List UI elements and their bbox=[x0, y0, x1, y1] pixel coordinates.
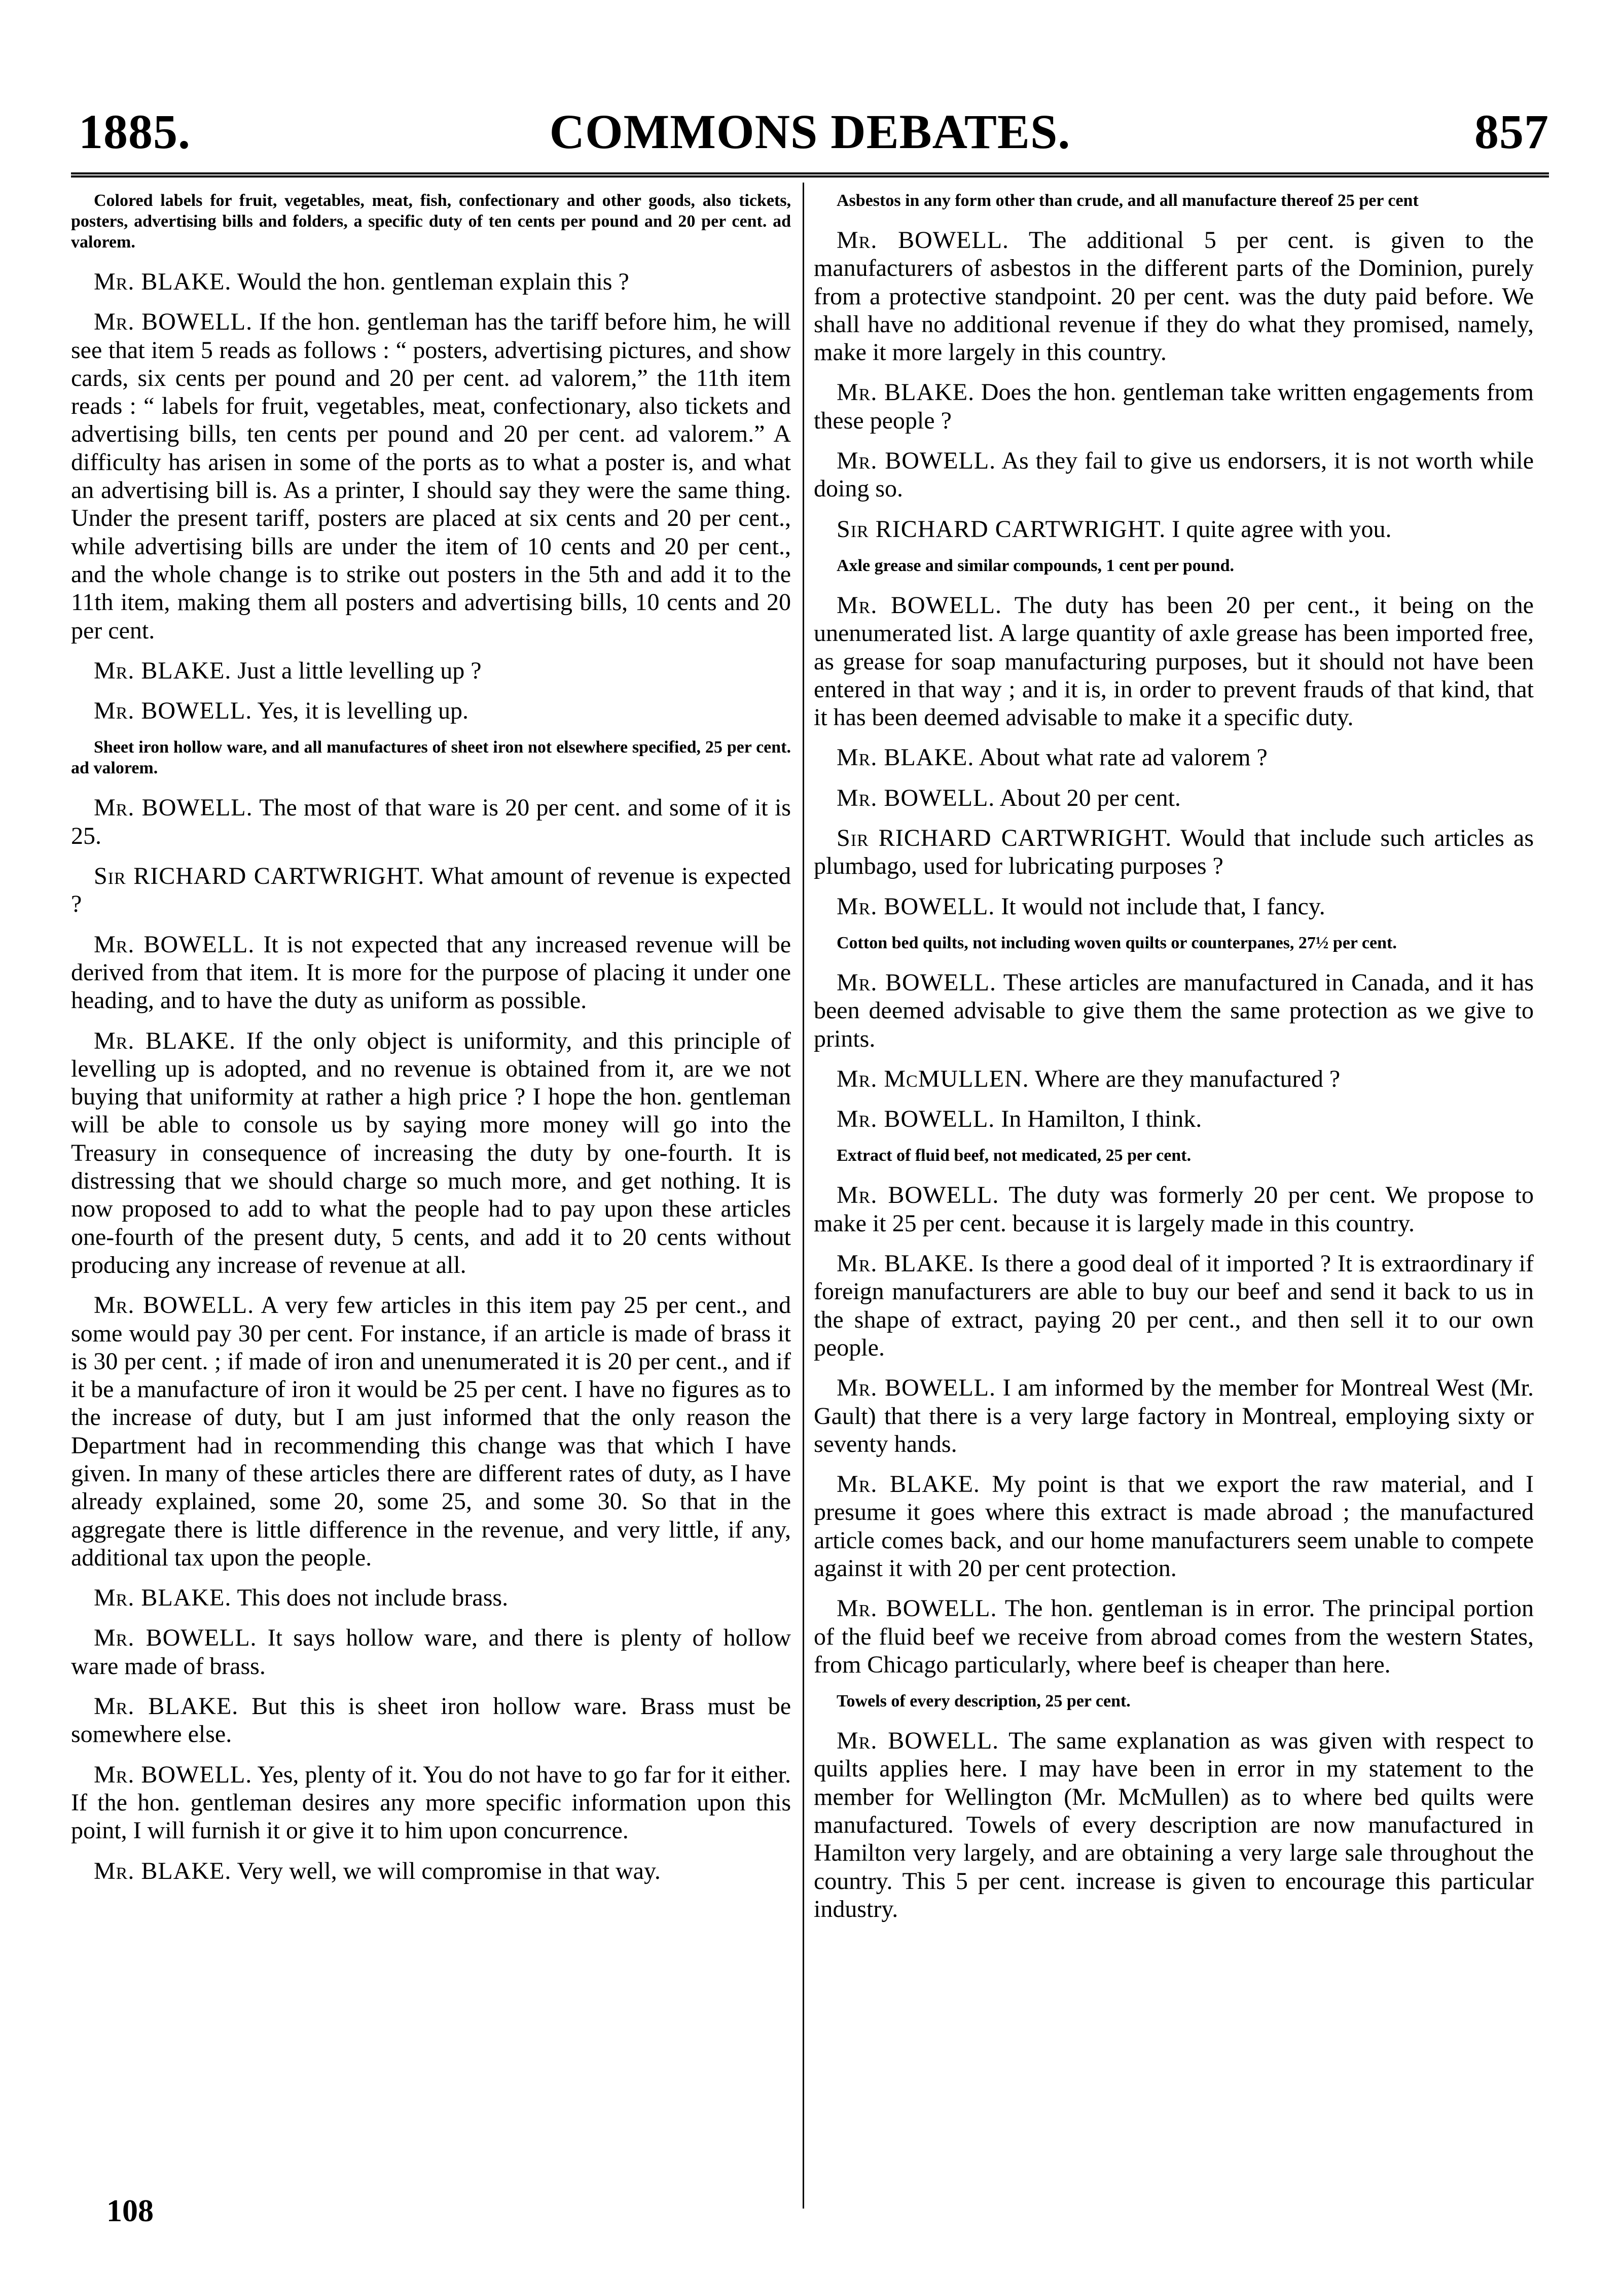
speech-paragraph bbox=[814, 1374, 1534, 1458]
speech-text: I quite agree with you. bbox=[1172, 515, 1392, 543]
speaker-name: Mr. BLAKE. bbox=[94, 1693, 239, 1720]
speaker-name: Mr. BLAKE. bbox=[94, 268, 232, 295]
speech-text: If the hon. gentleman has the tariff before him, he will see that item 5 reads as follows : “ posters, advertising pictures, and show cards, six cents per pound and 20 per cent. ad valorem,” the 11th item reads : “ labels for fruit, vegetables, meat, confectionary, also tickets and advertising bills, ten cents per pound and 20 per cent. ad valorem.” A difficulty has arisen in some of the ports as to what a poster is, and what an advertising bill is. As a printer, I should say they were the same thing. Under the present tariff, posters are placed at six cents and 20 per cent., while advertising bills are under the item of 10 cents and 20 per cent., and the whole change is to strike out posters in the 5th and add it to the 11th item, making them all posters and advertising bills, 10 cents and 20 per cent. bbox=[71, 308, 791, 644]
speech-text: I am informed by the member for Montreal West (Mr. Gault) that there is a very large factory in Montreal, employing sixty or seventy hands. bbox=[814, 1374, 1534, 1457]
header-rule bbox=[71, 172, 1549, 177]
speech-text: Just a little levelling up ? bbox=[237, 657, 482, 684]
tariff-item: Asbestos in any form other than crude, and all manufacture thereof 25 per cent bbox=[837, 191, 1419, 210]
speech-paragraph bbox=[71, 1692, 791, 1749]
tariff-item: Cotton bed quilts, not including woven quilts or counterpanes, 27½ per cent. bbox=[837, 933, 1397, 952]
speech-text: The duty has been 20 per cent., it being on the unenumerated list. A large quantity of axle grease has been imported free, as grease for soap manufacturing purposes, but it should not have been entered in that way ; and it is, in order to prevent frauds of that kind, that it has been deemed advisable to make it a specific duty. bbox=[814, 591, 1534, 731]
page-header bbox=[71, 89, 1549, 185]
tariff-item: Sheet iron hollow ware, and all manufactures of sheet iron not elsewhere specified, 25 per cent. ad valorem. bbox=[71, 738, 791, 778]
speech-text: A very few articles in this item pay 25 per cent., and some would pay 30 per cent. For instance, if an article is made of brass it is 30 per cent. ; if made of iron and unenumerated it is 20 per cent., and if it be a manufacture of iron it would be 25 per cent. I have no figures as to the increase of duty, but I am just informed that the only reason the Department had in recommending this change was that which I have given. In many of these articles there are different rates of duty, as I have already explained, some 20, some 25, and some 30. So that in the aggregate there is little difference in the revenue, and very little, if any, additional tax upon the people. bbox=[71, 1292, 791, 1571]
speaker-name: Mr. BOWELL. bbox=[94, 1761, 252, 1788]
speaker-name: Mr. BLAKE. bbox=[837, 1471, 980, 1498]
speaker-name: Mr. BOWELL. bbox=[837, 893, 995, 920]
speaker-name: Mr. BOWELL. bbox=[837, 447, 996, 475]
speech-paragraph bbox=[814, 1470, 1534, 1582]
speaker-name: Mr. BLAKE. bbox=[94, 1027, 236, 1054]
column-divider bbox=[803, 183, 804, 2209]
speech-paragraph bbox=[814, 226, 1534, 366]
speaker-name: Mr. BLAKE. bbox=[94, 1857, 232, 1884]
speaker-name: Mr. BOWELL. bbox=[837, 1595, 997, 1622]
header-year: 1885. bbox=[79, 104, 191, 159]
speech-text: About what rate ad valorem ? bbox=[979, 744, 1268, 771]
speaker-name: Mr. BOWELL. bbox=[837, 969, 996, 996]
speech-paragraph bbox=[814, 1181, 1534, 1237]
speech-text: My point is that we export the raw material, and I presume it goes where this extract is made abroad ; the manufactured article comes back, and our home manufacturers seem unable to compete against it with 20 per cent protection. bbox=[814, 1471, 1534, 1582]
speech-paragraph bbox=[71, 697, 791, 725]
signature-mark: 108 bbox=[106, 2194, 154, 2228]
speaker-name: Mr. BLAKE. bbox=[94, 1584, 232, 1612]
speech-text: These articles are manufactured in Canada, and it has been deemed advisable to give them the same protection as we give to prints. bbox=[814, 969, 1534, 1052]
speech-paragraph bbox=[71, 1584, 791, 1612]
speech-text: Yes, plenty of it. You do not have to go far for it either. If the hon. gentleman desires any more specific information upon this point, I will furnish it or give it to him upon concurrence. bbox=[71, 1761, 791, 1844]
speech-paragraph bbox=[71, 1624, 791, 1680]
speaker-name: Mr. BOWELL. bbox=[837, 1182, 999, 1209]
speech-paragraph bbox=[71, 794, 791, 850]
speech-text: Where are they manufactured ? bbox=[1034, 1065, 1341, 1092]
speaker-name: Mr. BOWELL. bbox=[837, 1727, 999, 1755]
speaker-name: Mr. BOWELL. bbox=[94, 697, 252, 725]
speech-text: The duty was formerly 20 per cent. We propose to make it 25 per cent. because it is largely made in this country. bbox=[814, 1182, 1534, 1237]
speech-paragraph bbox=[814, 743, 1534, 771]
tariff-item: Towels of every description, 25 per cent. bbox=[837, 1692, 1131, 1711]
left-column bbox=[71, 190, 791, 1897]
speaker-name: Mr. BOWELL. bbox=[94, 308, 253, 336]
speech-paragraph bbox=[814, 824, 1534, 880]
speech-paragraph bbox=[71, 1761, 791, 1845]
speaker-name: Mr. BLAKE. bbox=[94, 657, 232, 684]
speech-text: The additional 5 per cent. is given to the manufacturers of asbestos in the different parts of the Dominion, purely from a protective standpoint. 20 per cent. was the duty paid before. We shall have no additional revenue if they do what they promised, namely, make it more largely in this country. bbox=[814, 227, 1534, 366]
speaker-name: Mr. BLAKE. bbox=[837, 379, 975, 406]
speaker-name: Mr. BOWELL. bbox=[837, 1106, 995, 1133]
speaker-name: Mr. BLAKE. bbox=[837, 744, 975, 771]
speaker-name: Mr. BOWELL. bbox=[94, 1624, 257, 1652]
speech-paragraph bbox=[71, 268, 791, 296]
speech-paragraph bbox=[814, 591, 1534, 731]
speech-paragraph bbox=[814, 893, 1534, 920]
speech-paragraph bbox=[71, 1027, 791, 1279]
speech-text: The most of that ware is 20 per cent. and some of it is 25. bbox=[71, 794, 791, 849]
speaker-name: Mr. BOWELL. bbox=[94, 1292, 255, 1319]
speech-text: Would that include such articles as plumbago, used for lubricating purposes ? bbox=[814, 825, 1534, 880]
speech-paragraph bbox=[71, 931, 791, 1015]
speech-text: Is there a good deal of it imported ? It is extraordinary if foreign manufacturers are able to buy our beef and send it back to us in the shape of extract, paying 20 per cent., and then sell it to our own people. bbox=[814, 1250, 1534, 1361]
speech-text: It says hollow ware, and there is plenty of hollow ware made of brass. bbox=[71, 1624, 791, 1680]
speech-paragraph bbox=[71, 1291, 791, 1572]
speech-paragraph bbox=[814, 969, 1534, 1053]
speaker-name: Mr. BOWELL. bbox=[837, 784, 995, 811]
speech-paragraph bbox=[71, 308, 791, 645]
speaker-name: Mr. BLAKE. bbox=[837, 1250, 975, 1277]
speech-paragraph bbox=[71, 1857, 791, 1885]
speech-paragraph bbox=[814, 447, 1534, 503]
speech-text: Would the hon. gentleman explain this ? bbox=[237, 268, 629, 295]
speaker-name: Mr. BOWELL. bbox=[837, 227, 1009, 254]
speaker-name: Sir RICHARD CARTWRIGHT. bbox=[837, 515, 1166, 543]
header-title: COMMONS DEBATES. bbox=[549, 104, 1071, 159]
speech-paragraph bbox=[814, 1594, 1534, 1679]
tariff-item: Axle grease and similar compounds, 1 cent per pound. bbox=[837, 556, 1234, 575]
speech-text: What amount of revenue is expected ? bbox=[71, 863, 791, 918]
speaker-name: Mr. BOWELL. bbox=[837, 591, 1002, 619]
tariff-item: Colored labels for fruit, vegetables, meat, fish, confectionary and other goods, also tickets, posters, advertising bills and folders, a specific duty of ten cents per pound and 20 per cent. ad valorem. bbox=[71, 191, 791, 252]
speech-text: Does the hon. gentleman take written engagements from these people ? bbox=[814, 379, 1534, 434]
speech-text: The same explanation as was given with respect to quilts applies here. I may have been in error in my statement to the member for Wellington (Mr. McMullen) as to where bed quilts were manufactured. Towels of every description are now manufactured in Hamilton very largely, and are obtaining a very large sale throughout the country. This 5 per cent. increase is given to encourage this particular industry. bbox=[814, 1727, 1534, 1923]
speech-text: As they fail to give us endorsers, it is not worth while doing so. bbox=[814, 447, 1534, 503]
speech-paragraph bbox=[814, 378, 1534, 435]
speech-text: About 20 per cent. bbox=[999, 784, 1181, 811]
right-column bbox=[814, 190, 1534, 1935]
speech-paragraph bbox=[71, 657, 791, 685]
header-page-number: 857 bbox=[1474, 104, 1549, 159]
speaker-name: Mr. BOWELL. bbox=[94, 931, 255, 958]
speech-text: The hon. gentleman is in error. The principal portion of the fluid beef we receive from abroad comes from the western States, from Chicago particularly, where beef is cheaper than here. bbox=[814, 1595, 1534, 1678]
speech-text: It is not expected that any increased revenue will be derived from that item. It is more for the purpose of placing it under one heading, and to have the duty as uniform as possible. bbox=[71, 931, 791, 1014]
speech-text: But this is sheet iron hollow ware. Brass must be somewhere else. bbox=[71, 1693, 791, 1748]
tariff-item: Extract of fluid beef, not medicated, 25 per cent. bbox=[837, 1146, 1192, 1165]
speech-paragraph bbox=[814, 1727, 1534, 1923]
speaker-name: Mr. BOWELL. bbox=[94, 794, 253, 822]
speaker-name: Mr. McMULLEN. bbox=[837, 1065, 1029, 1092]
speaker-name: Sir RICHARD CARTWRIGHT. bbox=[837, 825, 1172, 852]
speaker-name: Mr. BOWELL. bbox=[837, 1374, 996, 1402]
speech-paragraph bbox=[814, 1105, 1534, 1133]
speech-paragraph bbox=[814, 784, 1534, 812]
speech-text: In Hamilton, I think. bbox=[1001, 1106, 1202, 1133]
speech-text: Yes, it is levelling up. bbox=[257, 697, 469, 725]
speech-paragraph bbox=[814, 515, 1534, 543]
speech-text: It would not include that, I fancy. bbox=[1001, 893, 1325, 920]
speech-paragraph bbox=[814, 1250, 1534, 1362]
speech-paragraph bbox=[71, 862, 791, 918]
speech-text: Very well, we will compromise in that way. bbox=[237, 1857, 661, 1884]
speech-paragraph bbox=[814, 1065, 1534, 1093]
speech-text: If the only object is uniformity, and this principle of levelling up is adopted, and no revenue is obtained from it, are we not buying that uniformity at rather a high price ? I hope the hon. gentleman will be able to console us by saying more money will go into the Treasury in consequence of increasing the duty by one-fourth. It is distressing that we should charge so much more, and get nothing. It is now proposed to add to what the people had to pay upon these articles one-fourth of the present duty, 5 cents, and add it to 20 cents without producing any increase of revenue at all. bbox=[71, 1027, 791, 1278]
speech-text: This does not include brass. bbox=[237, 1584, 509, 1612]
speaker-name: Sir RICHARD CARTWRIGHT. bbox=[94, 863, 425, 890]
